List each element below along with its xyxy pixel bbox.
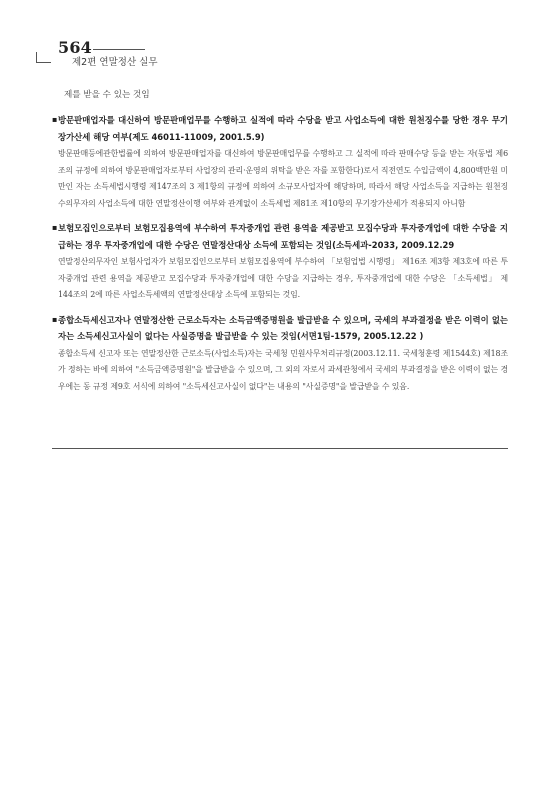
- header-bracket: [36, 52, 51, 63]
- ruling-body: 방문판매등에관한법률에 의하여 방문판매업자를 대신하여 방문판매업무를 수행하고 그 실적에 따라 판매수당 등을 받는 자(동법 제6조의 규정에 의하여 방문판매업자로부터 사업장의 관리·운영의 위탁을 받은 자를 포함한다)로서 직전연도 수입금액이 4,800백만원 미만인 자는 소득세법시행령 제147조의 3 제1항의 규정에 의하여 소규모사업자에 해당하며, 따라서 해당 사업소득을 지급하는 원천징수의무자의 사업소득에 대한 연말정산이행 여부와 관계없이 소득세법 제81조 제10항의 무기장가산세가 적용되지 아니함: [58, 149, 508, 208]
- ruling-item: [52, 112, 508, 212]
- ruling-body: 연말정산의무자인 보험사업자가 보험모집인으로부터 보험모집용역에 부수하여 「보험업법 시행령」 제16조 제3항 제3호에 따른 투자중개업 관련 용역을 제공받고 모집수당과 투자중개업에 대한 수당을 지급하는 경우, 투자중개업에 대한 수당은 「소득세법」 제144조의 2에 따른 사업소득세액의 연말정산대상 소득에 포함되는 것임.: [58, 257, 508, 299]
- chapter-title: 제2편 연말정산 실무: [72, 57, 158, 68]
- ruling-item: [52, 312, 508, 396]
- bullet-icon: ▪: [52, 314, 58, 324]
- page-content: [52, 86, 508, 395]
- header-rule: [93, 49, 145, 50]
- ruling-title: [52, 312, 508, 345]
- bullet-icon: ▪: [52, 223, 58, 232]
- ruling-title-text: 보험모집인으로부터 보험모집용역에 부수하여 투자중개업 관련 용역을 제공받고 모집수당과 투자중개업에 대한 수당을 지급하는 경우 투자중개업에 대한 수당은 연말정산대상 소득에 포함되는 것임(소득세과-2033, 2009.12.29: [58, 223, 508, 250]
- ruling-title: [52, 220, 508, 253]
- ruling-title: [52, 112, 508, 145]
- bullet-icon: ▪: [52, 115, 58, 124]
- ruling-title-text: 종합소득세신고자나 연말정산한 근로소득자는 소득금액증명원을 발급받을 수 있으며, 국세의 부과결정을 받은 이력이 없는 자는 소득세신고사실이 없다는 사실증명을 발급받을 수 있는 것임(서면1팀-1579, 2005.12.22 ): [58, 314, 508, 341]
- page-number: 564: [58, 38, 92, 57]
- ruling-item: [52, 220, 508, 304]
- ruling-title-text: 방문판매업자를 대신하여 방문판매업무를 수행하고 실적에 따라 수당을 받고 사업소득에 대한 원천징수를 당한 경우 무기장가산세 해당 여부(제도 46011-11009, 2001.5.9): [58, 115, 508, 142]
- page-header: [36, 38, 236, 66]
- intro-text: 제를 받을 수 있는 것임: [64, 90, 150, 100]
- bottom-rule: [52, 448, 508, 449]
- ruling-body: 종합소득세 신고자 또는 연말정산한 근로소득(사업소득)자는 국세청 민원사무처리규정(2003.12.11. 국세청훈령 제1544호) 제18조가 정하는 바에 의하여 "소득금액증명원"을 발급받을 수 있으며, 그 외의 자로서 과세관청에서 국세의 부과결정을 받은 이력이 없는 경우에는 동 규정 제9호 서식에 의하여 "소득세신고사실이 없다"는 내용의 "사실증명"을 발급받을 수 있음.: [58, 348, 508, 391]
